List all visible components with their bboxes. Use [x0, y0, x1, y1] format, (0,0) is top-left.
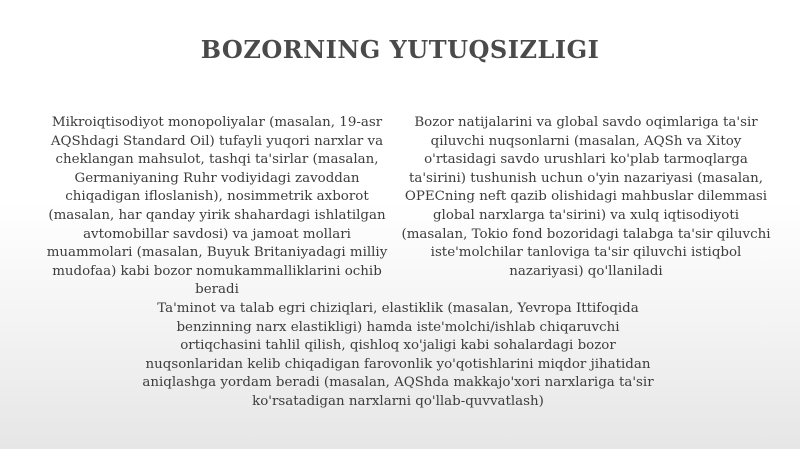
paragraph-market-imperfections: Mikroiqtisodiyot monopoliyalar (masalan, 19-asr AQShdagi Standard Oil) tufayli yuqori narxlar va cheklangan mahsulot, tashqi ta'sirlar (masalan, Germaniyaning Ruhr vodiyidagi zavoddan chiqadigan ifloslanish), nosimmetrik axborot (masalan, har qanday yirik shahardagi ishlatilgan avtomobillar savdosi) va jamoat mollari muammolari (masalan, Buyuk Britaniyadagi milliy mudofaa) kabi bozor nomukammalliklarini ochib beradi: [46, 115, 388, 298]
paragraph-supply-demand-elasticity: Ta'minot va talab egri chiziqlari, elastiklik (masalan, Yevropa Ittifoqida benzinning narx elastikligi) hamda iste'molchi/ishlab chiqaruvchi ortiqchasini tahlil qilish, qishloq xo'jaligi kabi sohalardagi bozor nuqsonlaridan kelib chiqadigan farovonlik yo'qotishlarini miqdor jihatidan aniqlashga yordam beradi (masalan, AQShda makkajo'xori narxlariga ta'sir ko'rsatadigan narxlarni qo'llab-quvvatlash): [142, 301, 654, 409]
paragraph-game-theory-behavioral: Bozor natijalarini va global savdo oqimlariga ta'sir qiluvchi nuqsonlarni (masalan, AQSh va Xitoy o'rtasidagi savdo urushlari ko'plab tarmoqlarga ta'sirini) tushunish uchun o'yin nazariyasi (masalan, OPECning neft qazib olishidagi mahbuslar dilemmasi global narxlarga ta'sirini) va xulq iqtisodiyoti (masalan, Tokio fond bozoridagi talabga ta'sir qiluvchi iste'molchilar tanloviga ta'sir qiluvchi istiqbol nazariyasi) qo'llaniladi: [401, 115, 771, 279]
slide-title: BOZORNING YUTUQSIZLIGI: [200, 35, 600, 64]
